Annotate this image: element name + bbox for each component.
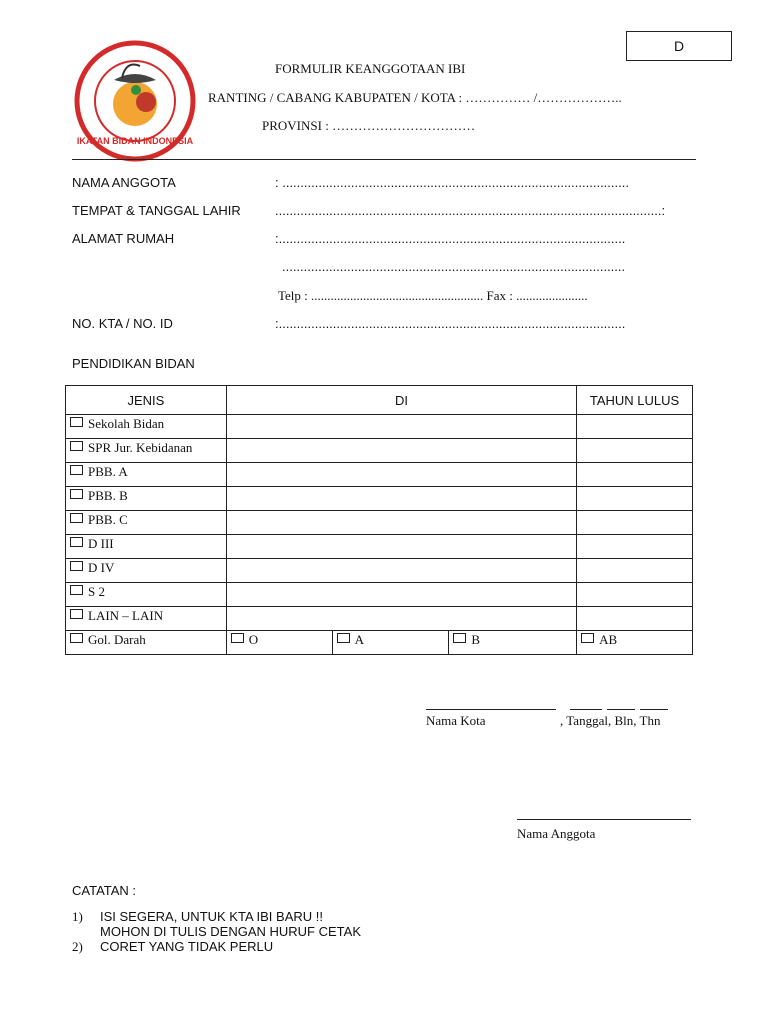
ranting-cabang-line: RANTING / CABANG KABUPATEN / KOTA : …………… /………………..: [208, 90, 622, 105]
di-cell[interactable]: [226, 607, 576, 631]
tahun-lulus-cell[interactable]: [577, 439, 693, 463]
checkbox[interactable]: [581, 633, 594, 643]
column-header-di: DI: [226, 386, 576, 415]
checkbox[interactable]: [70, 489, 83, 499]
checkbox[interactable]: [231, 633, 244, 643]
column-header-tahun-lulus: TAHUN LULUS: [577, 386, 693, 415]
catatan-item-1-line2: MOHON DI TULIS DENGAN HURUF CETAK: [100, 924, 361, 939]
table-row: [66, 487, 693, 511]
catatan-item-1: 1) ISI SEGERA, UNTUK KTA IBI BARU !!: [72, 909, 323, 924]
tahun-lulus-cell[interactable]: [577, 607, 693, 631]
checkbox[interactable]: [70, 465, 83, 475]
blood-option-a: A: [333, 631, 449, 648]
di-cell[interactable]: [226, 511, 576, 535]
table-row: [66, 607, 693, 631]
row-label-cell: [66, 487, 226, 504]
nama-anggota-field[interactable]: : ................................................................................................: [275, 175, 629, 190]
checkbox[interactable]: [70, 441, 83, 451]
pendidikan-bidan-title: PENDIDIKAN BIDAN: [72, 356, 195, 371]
alamat-rumah-label: ALAMAT RUMAH: [72, 231, 175, 246]
tahun-lulus-cell[interactable]: [577, 583, 693, 607]
provinsi-line: PROVINSI : ……………………………: [262, 118, 476, 133]
checkbox[interactable]: [70, 633, 83, 643]
table-header-row: [66, 386, 693, 415]
table-row: [66, 415, 693, 439]
row-label: S 2: [88, 584, 105, 599]
tempat-tanggal-lahir-label: TEMPAT & TANGGAL LAHIR: [72, 203, 241, 218]
row-label-cell: [66, 559, 226, 576]
gol-darah-label-cell: [66, 631, 226, 648]
checkbox[interactable]: [70, 609, 83, 619]
row-label-cell: [66, 415, 226, 432]
row-label-cell: [66, 607, 226, 624]
bulan-line: [607, 709, 635, 710]
tahun-lulus-cell[interactable]: [577, 559, 693, 583]
row-label: LAIN – LAIN: [88, 608, 164, 623]
row-label-cell: [66, 439, 226, 456]
signature-line: [517, 819, 691, 820]
pendidikan-table: [65, 385, 693, 655]
nama-anggota-label: NAMA ANGGOTA: [72, 175, 176, 190]
tahun-lulus-cell[interactable]: [577, 511, 693, 535]
form-code-box: D: [626, 31, 732, 61]
checkbox[interactable]: [337, 633, 350, 643]
checkbox[interactable]: [70, 561, 83, 571]
di-cell[interactable]: [226, 463, 576, 487]
table-row: [66, 511, 693, 535]
row-label: D IV: [88, 560, 115, 575]
tahun-line: [640, 709, 668, 710]
form-title: FORMULIR KEANGGOTAAN IBI: [275, 61, 466, 76]
row-label: D III: [88, 536, 114, 551]
table-row: [66, 535, 693, 559]
alamat-rumah-field-line2[interactable]: ...............................................................................................: [282, 259, 626, 274]
table-row: [66, 439, 693, 463]
checkbox[interactable]: [70, 417, 83, 427]
catatan-item-2: 2) CORET YANG TIDAK PERLU: [72, 939, 274, 954]
table-row: [66, 559, 693, 583]
tahun-lulus-cell[interactable]: [577, 415, 693, 439]
row-label: SPR Jur. Kebidanan: [88, 440, 193, 455]
row-label: PBB. A: [88, 464, 128, 479]
di-cell[interactable]: [226, 487, 576, 511]
nama-anggota-signature-label: Nama Anggota: [517, 826, 596, 841]
row-label-cell: [66, 583, 226, 600]
tanggal-label: , Tanggal, Bln, Thn: [560, 713, 661, 728]
column-header-jenis: JENIS: [66, 386, 227, 415]
nama-kota-line: [426, 709, 556, 710]
telp-fax-field[interactable]: Telp : ..................................................... Fax : ......................: [278, 288, 588, 303]
blood-option-b: B: [449, 631, 576, 648]
tanggal-line: [570, 709, 602, 710]
di-cell[interactable]: [226, 583, 576, 607]
di-cell[interactable]: [226, 439, 576, 463]
row-label-cell: [66, 463, 226, 480]
checkbox[interactable]: [70, 537, 83, 547]
row-label: Sekolah Bidan: [88, 416, 165, 431]
checkbox[interactable]: [453, 633, 466, 643]
table-row: [66, 463, 693, 487]
checkbox[interactable]: [70, 585, 83, 595]
gol-darah-label: Gol. Darah: [88, 632, 146, 647]
catatan-title: CATATAN :: [72, 883, 137, 898]
nama-kota-label: Nama Kota: [426, 713, 486, 728]
di-cell[interactable]: [226, 559, 576, 583]
alamat-rumah-field[interactable]: :................................................................................................: [275, 231, 626, 246]
di-cell[interactable]: [226, 415, 576, 439]
gol-darah-row: [66, 631, 693, 655]
blood-option-ab: AB: [577, 631, 692, 648]
tempat-tanggal-lahir-field[interactable]: ...........................................................................................................:: [275, 203, 666, 218]
blood-option-o: O: [227, 631, 332, 648]
tahun-lulus-cell[interactable]: [577, 487, 693, 511]
no-kta-label: NO. KTA / NO. ID: [72, 316, 173, 331]
tahun-lulus-cell[interactable]: [577, 535, 693, 559]
row-label: PBB. C: [88, 512, 128, 527]
header-divider: [72, 159, 696, 160]
row-label-cell: [66, 511, 226, 528]
table-row: [66, 583, 693, 607]
row-label: PBB. B: [88, 488, 128, 503]
svg-text:IKATAN BIDAN INDONESIA: IKATAN BIDAN INDONESIA: [76, 136, 194, 146]
checkbox[interactable]: [70, 513, 83, 523]
di-cell[interactable]: [226, 535, 576, 559]
no-kta-field[interactable]: :................................................................................................: [275, 316, 626, 331]
row-label-cell: [66, 535, 226, 552]
tahun-lulus-cell[interactable]: [577, 463, 693, 487]
ibi-logo: [74, 40, 196, 162]
